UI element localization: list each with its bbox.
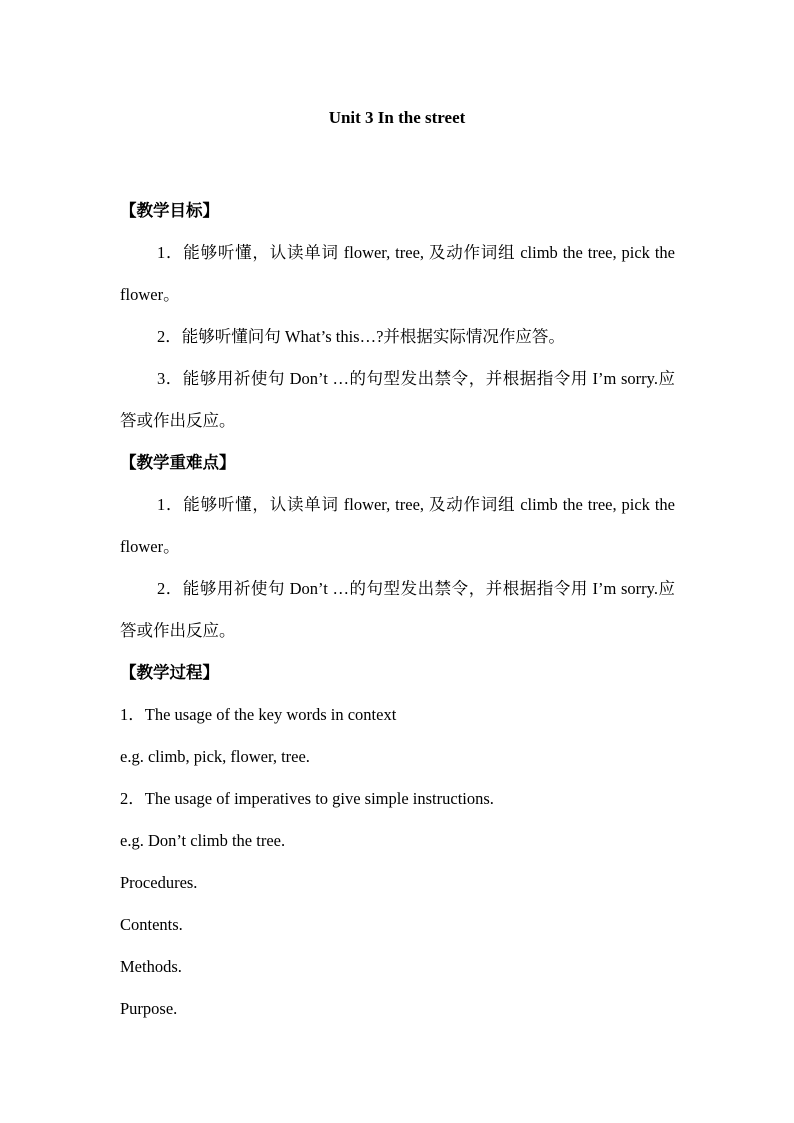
section-heading-key-points: 【教学重难点】 [120, 453, 236, 472]
process-line: Methods. [120, 957, 182, 976]
process-line: 1．The usage of the key words in context [120, 705, 397, 724]
process-line: Procedures. [120, 873, 198, 892]
process-line: e.g. climb, pick, flower, tree. [120, 747, 310, 766]
key-point-item-1: 1．能够听懂，认读单词 flower, tree, 及动作词组 climb the tree, pick the flower。 [120, 495, 675, 556]
process-line: Contents. [120, 915, 183, 934]
section-heading-objectives: 【教学目标】 [120, 201, 219, 220]
process-line: Purpose. [120, 999, 178, 1018]
objective-item-3: 3．能够用祈使句 Don’t …的句型发出禁令，并根据指令用 I’m sorry.应答或作出反应。 [120, 369, 675, 430]
process-line: 2．The usage of imperatives to give simple instructions. [120, 789, 494, 808]
document-body [120, 190, 675, 1030]
objective-item-1: 1．能够听懂，认读单词 flower, tree, 及动作词组 climb the tree, pick the flower。 [120, 243, 675, 304]
section-heading-process: 【教学过程】 [120, 663, 219, 682]
objective-item-2: 2．能够听懂问句 What’s this…?并根据实际情况作应答。 [157, 327, 565, 346]
process-line: e.g. Don’t climb the tree. [120, 831, 286, 850]
document-title: Unit 3 In the street [328, 108, 466, 127]
key-point-item-2: 2．能够用祈使句 Don’t …的句型发出禁令，并根据指令用 I’m sorry.应答或作出反应。 [120, 579, 675, 640]
